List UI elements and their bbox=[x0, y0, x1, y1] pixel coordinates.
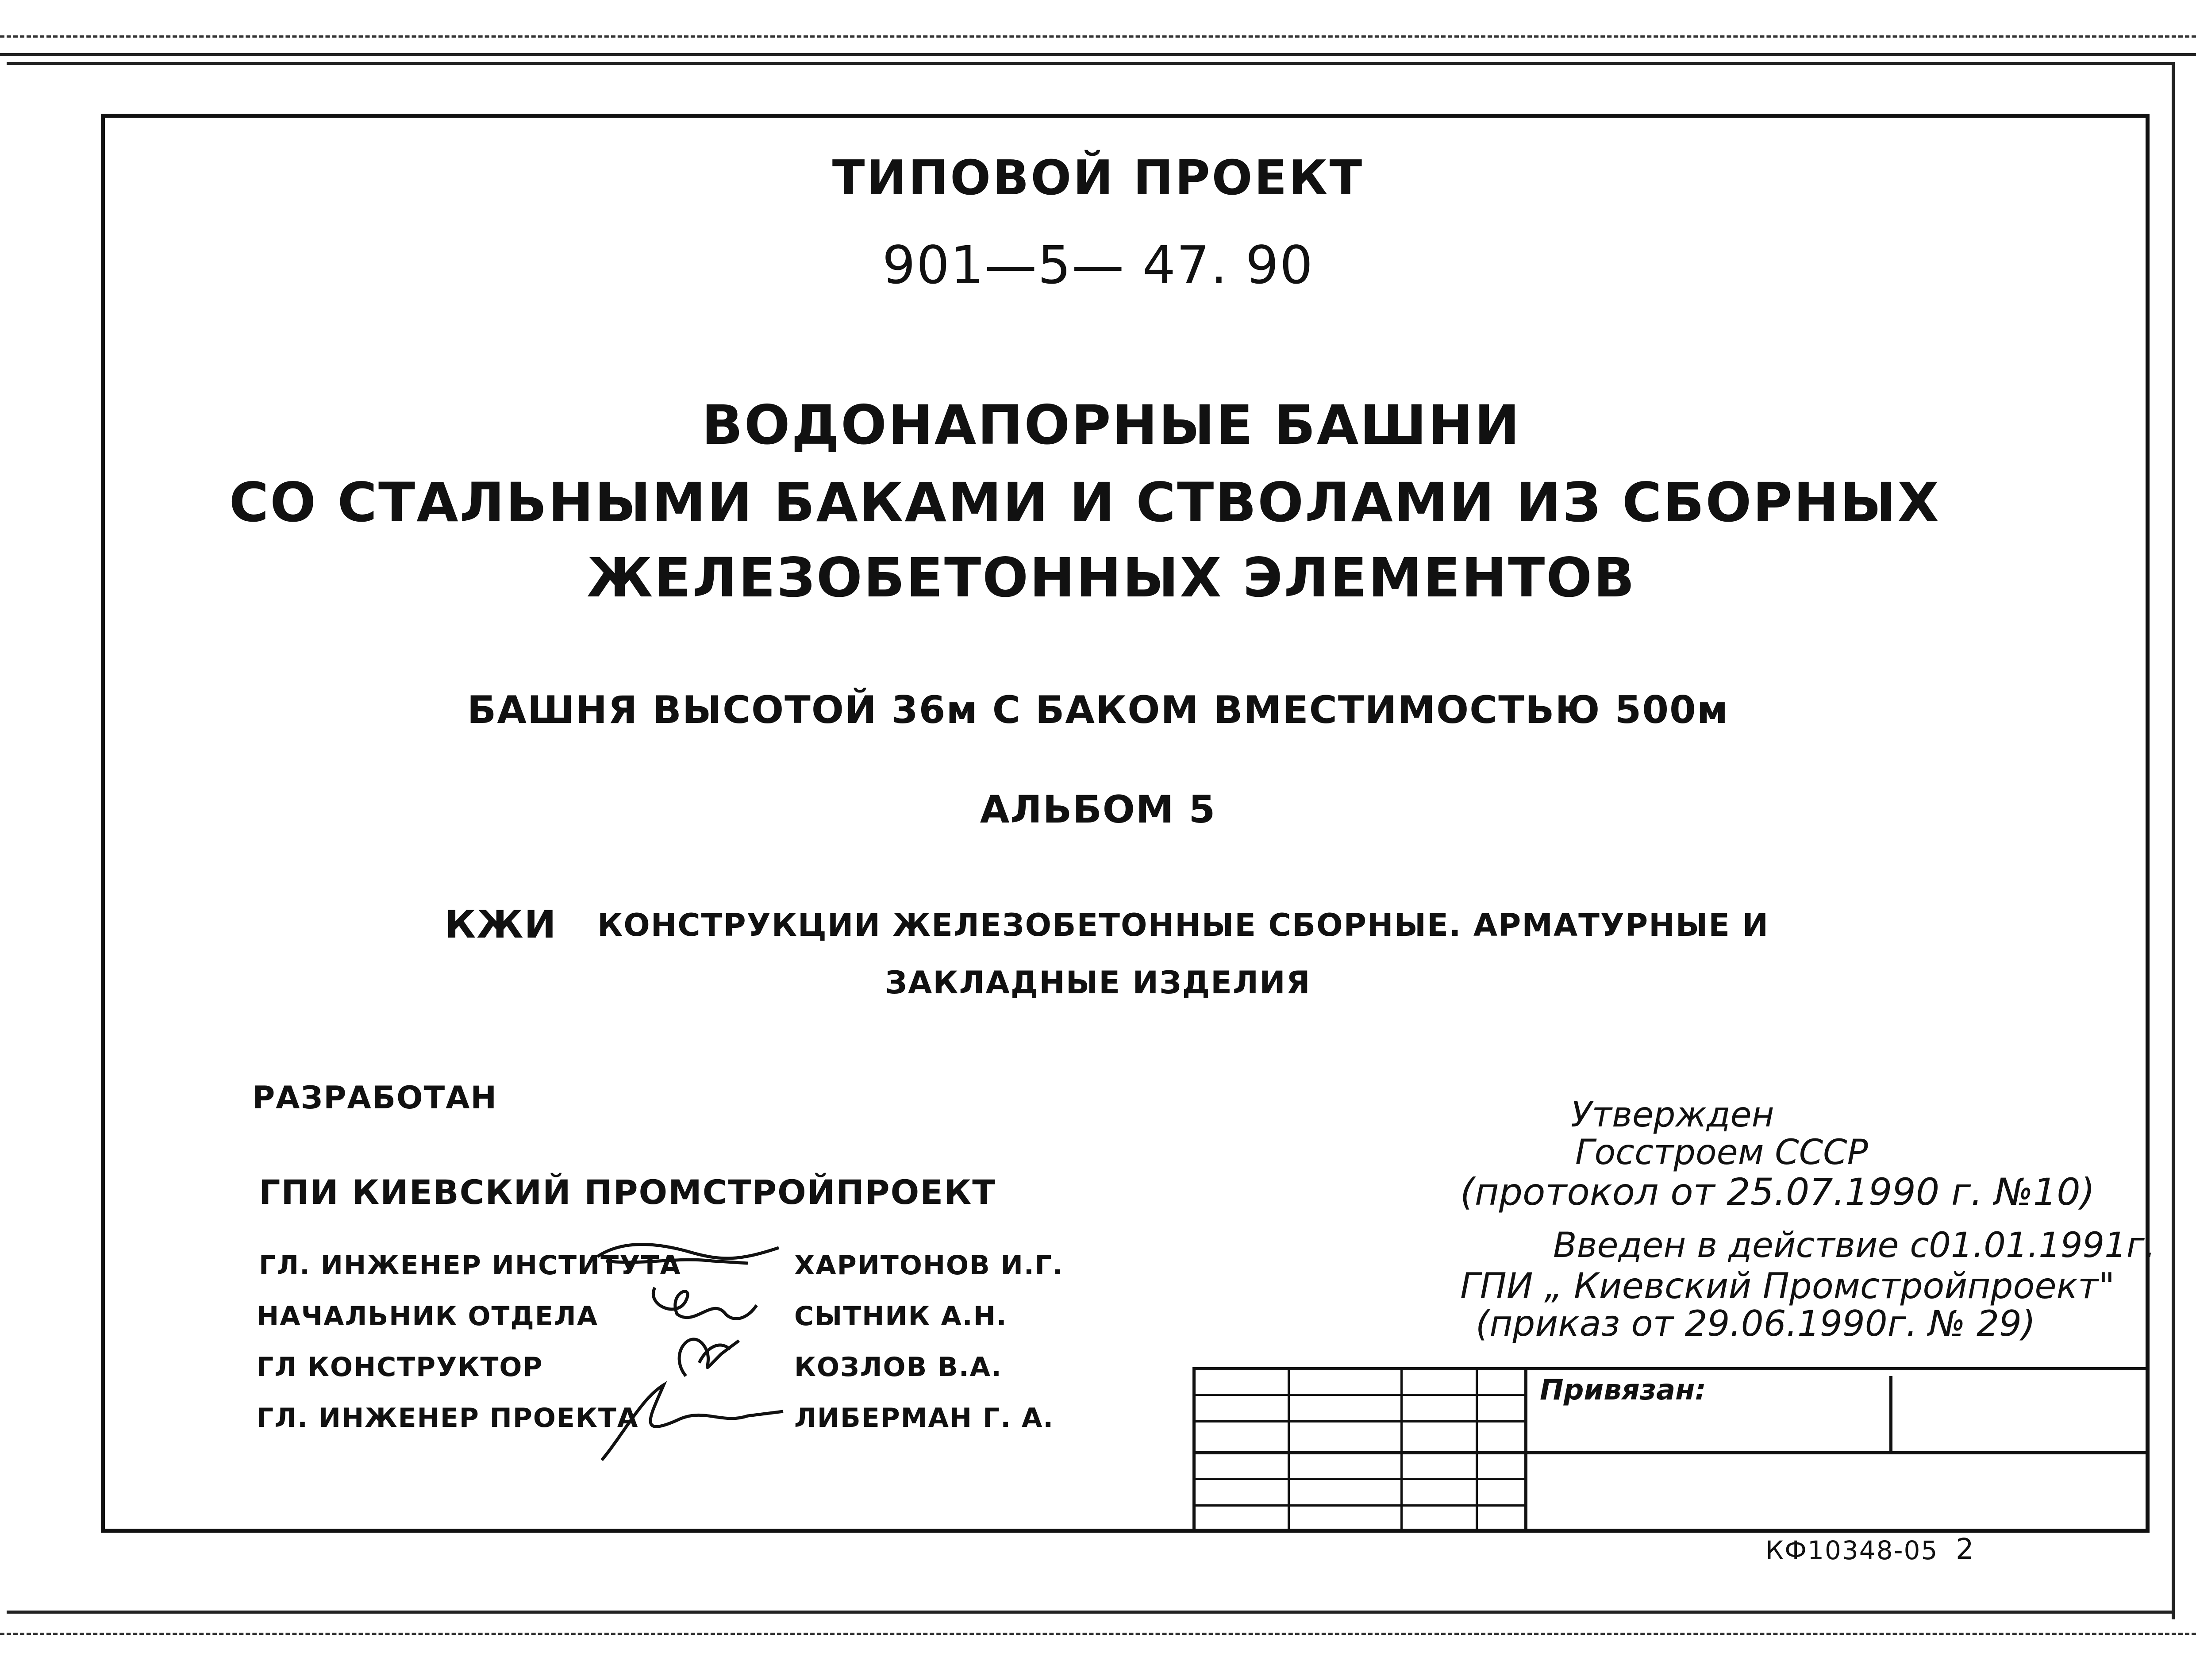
section-code: КЖИ bbox=[445, 903, 557, 947]
project-number: 901—5— 47. 90 bbox=[882, 235, 1314, 296]
stamp-bound-label: Привязан: bbox=[1540, 1374, 1706, 1407]
section-line-1: КОНСТРУКЦИИ ЖЕЛЕЗОБЕТОННЫЕ СБОРНЫЕ. АРМАТУРНЫЕ И bbox=[597, 907, 1769, 943]
title-line-1: ВОДОНАПОРНЫЕ БАШНИ bbox=[701, 394, 1521, 457]
approval-line-4: Введен в действие с01.01.1991г. bbox=[1553, 1226, 2156, 1265]
project-label: ТИПОВОЙ ПРОЕКТ bbox=[832, 150, 1364, 206]
staff-role: ГЛ КОНСТРУКТОР bbox=[257, 1352, 543, 1383]
staff-role: ГЛ. ИНЖЕНЕР ИНСТИТУТА bbox=[259, 1250, 681, 1281]
developer-org: ГПИ КИЕВСКИЙ ПРОМСТРОЙПРОЕКТ bbox=[259, 1173, 996, 1212]
outer-bottom-line bbox=[7, 1611, 2175, 1614]
footer-code: КФ10348-05 bbox=[1765, 1535, 1938, 1565]
top-border-line bbox=[0, 53, 2196, 56]
staff-name: ХАРИТОНОВ И.Г. bbox=[794, 1250, 1064, 1281]
tower-subtitle: БАШНЯ ВЫСОТОЙ 36м С БАКОМ ВМЕСТИМОСТЬЮ 500м bbox=[467, 688, 1729, 732]
developer-heading: РАЗРАБОТАН bbox=[252, 1080, 498, 1116]
approval-line-5: ГПИ „ Киевский Промстройпроект" bbox=[1460, 1265, 2115, 1307]
staff-name: СЫТНИК А.Н. bbox=[794, 1301, 1008, 1332]
sheet-number: 2 bbox=[1956, 1533, 1975, 1566]
approval-line-2: Госстроем СССР bbox=[1575, 1133, 1868, 1173]
title-line-3: ЖЕЛЕЗОБЕТОННЫХ ЭЛЕМЕНТОВ bbox=[586, 546, 1636, 609]
staff-role: НАЧАЛЬНИК ОТДЕЛА bbox=[257, 1301, 599, 1332]
top-dashed-line bbox=[0, 35, 2196, 38]
outer-right-line bbox=[2172, 62, 2175, 1619]
outer-top-line bbox=[7, 62, 2175, 65]
signatures-image bbox=[588, 1230, 801, 1478]
approval-line-3: (протокол от 25.07.1990 г. №10) bbox=[1460, 1170, 2095, 1214]
approval-line-1: Утвержден bbox=[1571, 1095, 1774, 1135]
bottom-dashed-line bbox=[0, 1633, 2196, 1635]
staff-name: ЛИБЕРМАН Г. А. bbox=[794, 1403, 1054, 1434]
staff-name: КОЗЛОВ В.А. bbox=[794, 1352, 1002, 1383]
title-line-2: СО СТАЛЬНЫМИ БАКАМИ И СТВОЛАМИ ИЗ СБОРНЫХ bbox=[229, 471, 1941, 534]
approval-line-6: (приказ от 29.06.1990г. № 29) bbox=[1476, 1303, 2036, 1344]
staff-role: ГЛ. ИНЖЕНЕР ПРОЕКТА bbox=[257, 1403, 639, 1434]
album-label: АЛЬБОМ 5 bbox=[980, 788, 1216, 832]
section-line-2: ЗАКЛАДНЫЕ ИЗДЕЛИЯ bbox=[885, 965, 1311, 1001]
